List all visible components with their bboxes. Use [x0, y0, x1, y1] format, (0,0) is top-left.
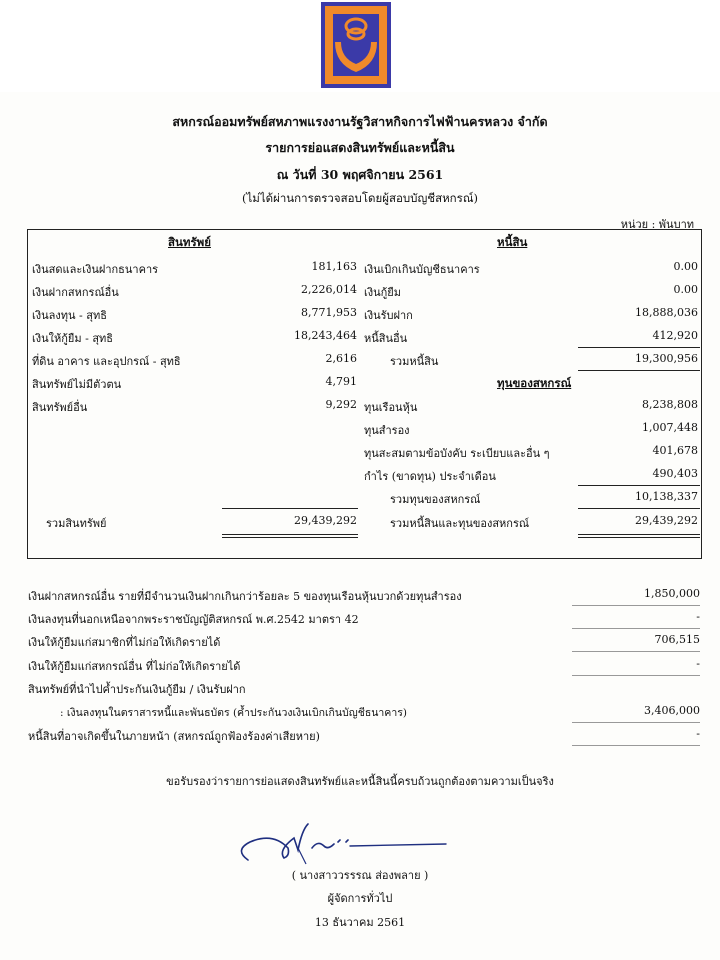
- grand-total-label: รวมหนี้สินและทุนของสหกรณ์: [390, 517, 530, 530]
- equity-value: 8,238,808: [642, 398, 698, 411]
- statement-table: [27, 229, 702, 559]
- assets-total-label: รวมสินทรัพย์: [46, 517, 107, 530]
- note-value: 706,515: [654, 633, 700, 646]
- org-name: สหกรณ์ออมทรัพย์สหภาพแรงงานรัฐวิสาหกิจการไฟฟ้านครหลวง จำกัด: [172, 114, 548, 129]
- note-value: -: [696, 610, 700, 623]
- note-rule: [572, 722, 700, 723]
- asset-value: 2,226,014: [301, 283, 357, 296]
- liability-value: 18,888,036: [635, 306, 698, 319]
- equity-heading: ทุนของสหกรณ์: [497, 376, 572, 390]
- liabilities-total-label: รวมหนี้สิน: [390, 355, 439, 368]
- equity-label: ทุนสำรอง: [364, 424, 410, 437]
- note-label: เงินให้กู้ยืมแก่สหกรณ์อื่น ที่ไม่ก่อให้เกิดรายได้: [28, 660, 241, 673]
- note-label: เงินให้กู้ยืมแก่สมาชิกที่ไม่ก่อให้เกิดรายได้: [28, 636, 221, 649]
- note-label: หนี้สินที่อาจเกิดขึ้นในภายหน้า (สหกรณ์ถูกฟ้องร้องค่าเสียหาย): [28, 730, 320, 743]
- certification-text: ขอรับรองว่ารายการย่อแสดงสินทรัพย์และหนี้สินนี้ครบถ้วนถูกต้องตามความเป็นจริง: [166, 775, 554, 788]
- note-rule: [572, 675, 700, 676]
- asset-value: 18,243,464: [294, 329, 357, 342]
- equity-value: 1,007,448: [642, 421, 698, 434]
- liability-value: 0.00: [673, 260, 698, 273]
- report-date: ณ วันที่ 30 พฤศจิกายน 2561: [276, 167, 444, 182]
- liability-label: เงินกู้ยืม: [364, 286, 402, 299]
- report-title: รายการย่อแสดงสินทรัพย์และหนี้สิน: [265, 140, 455, 155]
- liabilities-heading: หนี้สิน: [497, 235, 528, 249]
- equity-label: กำไร (ขาดทุน) ประจำเดือน: [364, 470, 496, 483]
- assets-double-rule: [222, 537, 358, 538]
- liabilities-total-value: 19,300,956: [635, 352, 698, 365]
- liabilities-total-rule-bottom: [578, 370, 700, 371]
- asset-value: 2,616: [325, 352, 357, 365]
- assets-total-rule: [222, 508, 358, 509]
- asset-label: เงินสดและเงินฝากธนาคาร: [32, 263, 159, 276]
- asset-label: เงินฝากสหกรณ์อื่น: [32, 286, 119, 299]
- equity-label: ทุนสะสมตามข้อบังคับ ระเบียบและอื่น ๆ: [364, 447, 550, 460]
- asset-label: เงินให้กู้ยืม - สุทธิ: [32, 332, 114, 345]
- signatory-title: ผู้จัดการทั่วไป: [327, 892, 393, 905]
- equity-total-label: รวมทุนของสหกรณ์: [390, 493, 481, 506]
- assets-double-rule: [222, 534, 358, 535]
- equity-label: ทุนเรือนหุ้น: [364, 401, 418, 414]
- asset-value: 9,292: [325, 398, 357, 411]
- note-rule: [572, 605, 700, 606]
- note-label: สินทรัพย์ที่นำไปค้ำประกันเงินกู้ยืม / เงินรับฝาก: [28, 683, 246, 696]
- grand-total-double-rule: [578, 537, 700, 538]
- liabilities-total-rule: [578, 347, 700, 348]
- grand-total-value: 29,439,292: [635, 514, 698, 527]
- signature-date: 13 ธันวาคม 2561: [314, 916, 406, 929]
- equity-total-value: 10,138,337: [635, 490, 698, 503]
- note-rule: [572, 651, 700, 652]
- unit-label: หน่วย : พันบาท: [620, 218, 694, 231]
- equity-value: 490,403: [652, 467, 698, 480]
- asset-label: สินทรัพย์ไม่มีตัวตน: [32, 378, 122, 391]
- equity-value: 401,678: [652, 444, 698, 457]
- grand-total-rule: [578, 508, 700, 509]
- asset-value: 181,163: [311, 260, 357, 273]
- liability-label: เงินเบิกเกินบัญชีธนาคาร: [364, 263, 480, 276]
- asset-label: ที่ดิน อาคาร และอุปกรณ์ - สุทธิ: [32, 355, 181, 368]
- note-label: เงินลงทุนที่นอกเหนือจากพระราชบัญญัติสหกรณ์ พ.ศ.2542 มาตรา 42: [28, 613, 359, 626]
- note-rule: [572, 745, 700, 746]
- note-value: 3,406,000: [644, 704, 700, 717]
- note-value: 1,850,000: [644, 587, 700, 600]
- handwritten-signature: [228, 820, 453, 870]
- grand-total-double-rule: [578, 534, 700, 535]
- asset-label: เงินลงทุน - สุทธิ: [32, 309, 107, 322]
- assets-heading: สินทรัพย์: [168, 235, 211, 249]
- note-label: : เงินลงทุนในตราสารหนี้และพันธบัตร (ค้ำประกันวงเงินเบิกเกินบัญชีธนาคาร): [60, 707, 407, 719]
- note-value: -: [696, 657, 700, 670]
- equity-total-rule: [578, 485, 700, 486]
- cooperative-logo: [321, 2, 391, 88]
- note-rule: [572, 628, 700, 629]
- assets-total-value: 29,439,292: [294, 514, 357, 527]
- note-label: เงินฝากสหกรณ์อื่น รายที่มีจำนวนเงินฝากเกินกว่าร้อยละ 5 ของทุนเรือนหุ้นบวกด้วยทุนสำรอง: [28, 590, 462, 603]
- asset-label: สินทรัพย์อื่น: [32, 401, 88, 414]
- audit-note: (ไม่ได้ผ่านการตรวจสอบโดยผู้สอบบัญชีสหกรณ์): [242, 191, 478, 205]
- note-value: -: [696, 727, 700, 740]
- liability-value: 412,920: [652, 329, 698, 342]
- liability-value: 0.00: [673, 283, 698, 296]
- liability-label: หนี้สินอื่น: [364, 332, 408, 345]
- logo-base: [341, 78, 371, 82]
- asset-value: 8,771,953: [301, 306, 357, 319]
- liability-label: เงินรับฝาก: [364, 309, 413, 322]
- signatory-name: ( นางสาววรรรณ ส่องพลาย ): [291, 869, 429, 882]
- asset-value: 4,791: [325, 375, 357, 388]
